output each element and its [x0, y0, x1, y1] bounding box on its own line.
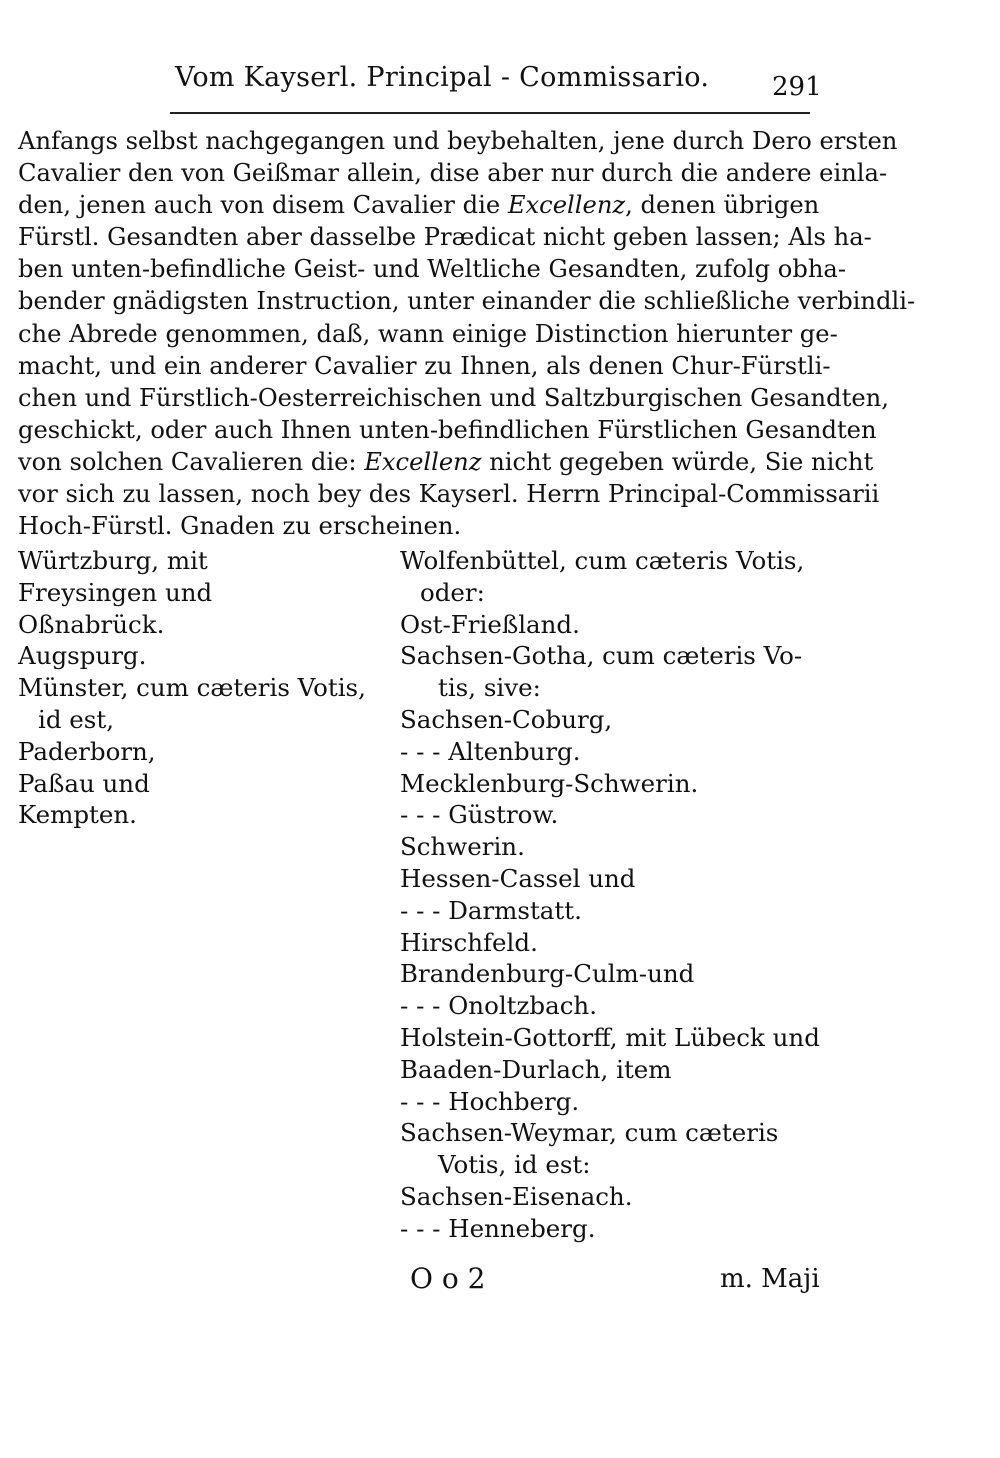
header-rule [170, 112, 810, 114]
body-line: ben unten-befindliche Geist- und Weltliche Gesandten, zufolg obha- [18, 255, 847, 284]
list-item: Hessen-Cassel und [400, 863, 636, 893]
body-line: vor sich zu lassen, noch bey des Kayserl. Herrn Principal-Commissarii [18, 480, 880, 509]
emphasis-word: Excellenz [364, 447, 482, 476]
list-item: - - - Altenburg. [400, 736, 581, 766]
list-item: tis, sive: [438, 673, 541, 703]
list-item: Ost-Frießland. [400, 609, 580, 639]
list-item: Sachsen-Coburg, [400, 704, 613, 734]
list-item: Votis, id est: [438, 1150, 591, 1180]
list-item: Schwerin. [400, 832, 525, 862]
list-item: Wolfenbüttel, cum cæteris Votis, [400, 546, 805, 575]
body-line: Hoch-Fürstl. Gnaden zu erscheinen. [18, 512, 462, 541]
list-item: id est, [38, 704, 115, 734]
list-item: - - - Darmstatt. [400, 895, 582, 925]
list-item: Freysingen und [18, 577, 213, 607]
list-item: - - - Henneberg. [400, 1213, 596, 1243]
body-line: chen und Fürstlich-Oesterreichischen und Saltzburgischen Gesandten, [18, 383, 889, 412]
body-line: bender gnädigsten Instruction, unter einander die schließliche verbindli- [18, 287, 916, 316]
list-item: oder: [420, 577, 485, 607]
signature-mark: O o 2 [410, 1262, 486, 1295]
right-signatory-column [400, 545, 820, 1245]
list-item: Baaden-Durlach, item [400, 1054, 672, 1084]
body-line: den, jenen auch von disem Cavalier die Excellenz, denen übrigen [18, 191, 820, 220]
body-line: Anfangs selbst nachgegangen und beybehalten, jene durch Dero ersten [18, 127, 898, 155]
list-item: - - - Güstrow. [400, 800, 559, 830]
list-item: Augspurg. [18, 641, 147, 671]
list-item: Würtzburg, mit [18, 546, 208, 575]
body-line: geschickt, oder auch Ihnen unten-befindlichen Fürstlichen Gesandten [18, 415, 877, 444]
body-line: che Abrede genommen, daß, wann einige Distinction hierunter ge- [18, 319, 838, 348]
body-line: Fürstl. Gesandten aber dasselbe Prædicat nicht geben lassen; Als ha- [18, 223, 872, 252]
list-item: Paßau und [18, 768, 150, 798]
list-item: Sachsen-Weymar, cum cæteris [400, 1118, 779, 1148]
emphasis-word: Excellenz [507, 191, 626, 220]
list-item: - - - Onoltzbach. [400, 991, 597, 1021]
list-item: Oßnabrück. [18, 609, 165, 639]
list-item: Paderborn, [18, 736, 156, 766]
running-header-title: Vom Kayserl. Principal - Commissario. [175, 62, 710, 93]
list-item: Münster, cum cæteris Votis, [18, 673, 366, 703]
list-item: Mecklenburg-Schwerin. [400, 768, 699, 798]
catchword: m. Maji [720, 1264, 820, 1294]
list-item: Brandenburg-Culm-und [400, 959, 695, 989]
left-signatory-column [18, 545, 398, 831]
list-item: Hirschfeld. [400, 927, 538, 957]
list-item: Sachsen-Gotha, cum cæteris Vo- [400, 641, 803, 671]
body-line: Cavalier den von Geißmar allein, dise aber nur durch die andere einla- [18, 159, 888, 188]
body-line: macht, und ein anderer Cavalier zu Ihnen, als denen Chur-Fürstli- [18, 351, 831, 380]
list-item: Holstein-Gottorff, mit Lübeck und [400, 1022, 820, 1052]
page-number: 291 [772, 72, 822, 102]
list-item: - - - Hochberg. [400, 1086, 580, 1116]
body-paragraph [18, 125, 916, 542]
list-item: Kempten. [18, 800, 137, 830]
body-line: von solchen Cavalieren die: Excellenz nicht gegeben würde, Sie nicht [18, 447, 874, 476]
list-item: Sachsen-Eisenach. [400, 1181, 633, 1211]
